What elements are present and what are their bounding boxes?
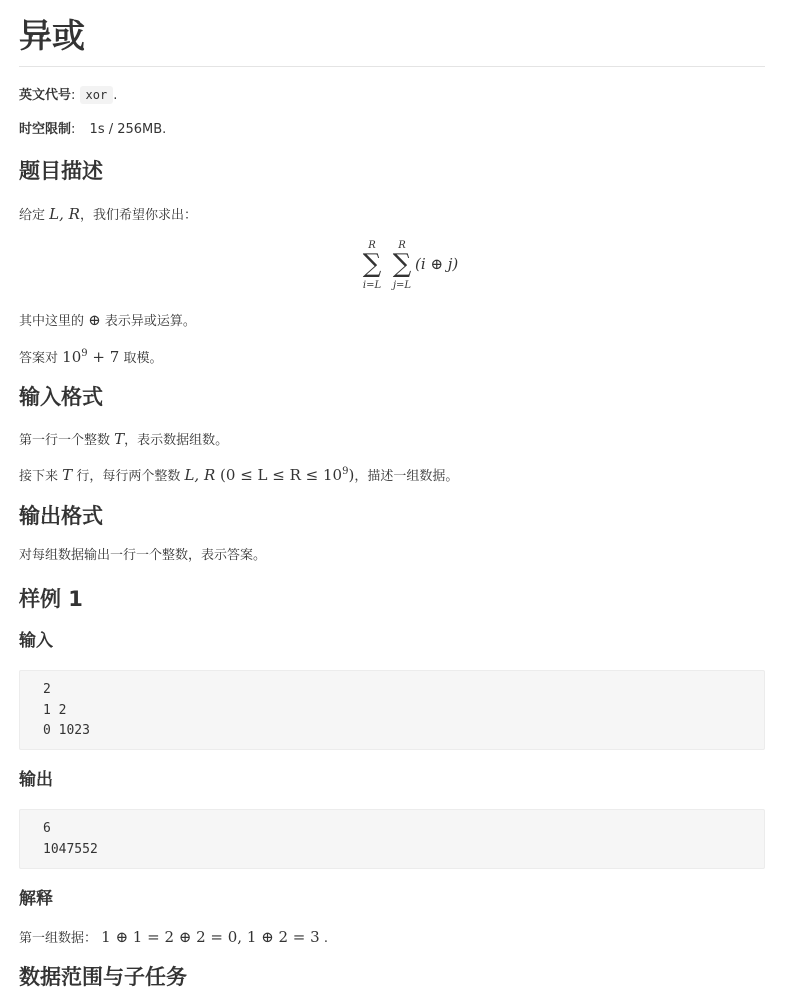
heading-constraints: 数据范围与子任务	[19, 965, 187, 989]
input-line-2: 接下来 T 行，每行两个整数 L, R $(0 \le L \le R \le 10^9)$，描述一组数据。	[19, 466, 459, 484]
sum1-sigma: ∑	[362, 249, 382, 279]
heading-explanation: 解释	[19, 889, 53, 909]
var-t: T	[114, 430, 125, 448]
mod-value: $10^9 + 7$	[62, 348, 120, 366]
sum-formula	[19, 238, 765, 294]
heading-sample: 样例 1	[19, 587, 83, 611]
sum2-upper: R	[398, 240, 406, 251]
mod-note: 答案对 $10^9 + 7$ 取模。	[19, 348, 163, 366]
limit-meta-row: 时空限制: 1s / 256MB.	[19, 122, 167, 137]
sample-output-line: 1047552	[43, 841, 98, 857]
sum1-upper: R	[368, 240, 376, 251]
output-line-1: 对每组数据输出一行一个整数，表示答案。	[19, 548, 267, 563]
xor-symbol: ⊕	[88, 311, 101, 329]
code-meta-row: 英文代号: xor .	[19, 88, 118, 103]
intro-math: L, R	[49, 205, 80, 223]
heading-description: 题目描述	[19, 159, 103, 183]
sum2-lower: j=L	[392, 280, 412, 291]
sample-output-line: 6	[43, 821, 51, 836]
heading-input-format: 输入格式	[19, 385, 103, 409]
xor-note: 其中这里的 ⊕ 表示异或运算。	[19, 311, 196, 329]
sum1-lower: i=L	[362, 280, 382, 291]
sample-input-lines	[43, 680, 90, 742]
sample-input-line: 0 1023	[43, 723, 90, 738]
limit-value: 1s / 256MB.	[89, 122, 167, 137]
heading-output-format: 输出格式	[19, 504, 103, 528]
code-value: xor	[80, 86, 114, 104]
code-label: 英文代号	[19, 88, 72, 103]
sample-input-line: 1 2	[43, 702, 67, 718]
heading-sample-input: 输入	[19, 631, 53, 651]
input-line-1: 第一行一个整数 T，表示数据组数。	[19, 430, 229, 448]
sum2-sigma: ∑	[392, 249, 412, 279]
page-title: 异或	[19, 16, 85, 55]
double-sum-svg	[342, 238, 502, 294]
sample-input-line: 2	[43, 682, 51, 697]
sample-output-block[interactable]	[19, 809, 765, 869]
heading-sample-output: 输出	[19, 770, 53, 790]
explanation-text: 第一组数据： 1 ⊕ 1 = 2 ⊕ 2 = 0, 1 ⊕ 2 = 3 .	[19, 928, 328, 946]
title-divider	[19, 66, 765, 67]
limit-label: 时空限制	[19, 122, 72, 137]
explanation-math: 1 ⊕ 1 = 2 ⊕ 2 = 0, 1 ⊕ 2 = 3	[101, 928, 320, 946]
sample-output-lines	[43, 819, 98, 860]
sum-term: (i ⊕ j)	[415, 255, 459, 273]
sample-input-block[interactable]	[19, 670, 765, 750]
description-intro: 给定 L, R，我们希望你求出：	[19, 205, 197, 223]
